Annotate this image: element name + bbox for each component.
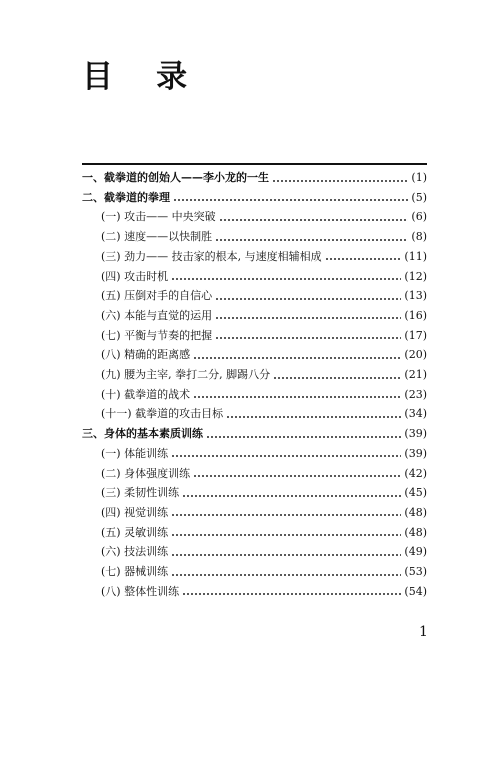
toc-entry-page: (42) [404, 466, 427, 480]
toc-entry-label: (一) 体能训练 [101, 446, 169, 460]
dot-leader [193, 396, 401, 398]
dot-leader [171, 554, 401, 556]
dot-leader [215, 317, 401, 319]
dot-leader [182, 593, 401, 595]
dot-leader [173, 199, 408, 201]
dot-leader [325, 258, 402, 260]
toc-chapter-entry [82, 168, 427, 187]
dot-leader [171, 534, 401, 536]
toc-section-entry [82, 247, 427, 266]
toc-entry-label: (二) 身体强度训练 [101, 466, 191, 480]
page-title: 目 录 [82, 59, 188, 95]
title-rule [82, 163, 427, 165]
dot-leader [171, 455, 401, 457]
toc-entry-label: (六) 技法训练 [101, 545, 169, 559]
toc-entry-page: (39) [404, 446, 427, 460]
dot-leader [219, 219, 409, 221]
toc-section-entry [82, 542, 427, 561]
dot-leader [273, 377, 401, 379]
dot-leader [272, 180, 408, 182]
toc-entry-label: (四) 视觉训练 [101, 505, 169, 519]
toc-entry-page: (20) [404, 348, 427, 362]
toc-section-entry [82, 365, 427, 384]
toc-section-entry [82, 267, 427, 286]
toc-entry-label: (三) 柔韧性训练 [101, 486, 180, 500]
toc-entry-page: (23) [404, 387, 427, 401]
dot-leader [226, 416, 401, 418]
dot-leader [193, 357, 401, 359]
toc-entry-page: (1) [411, 171, 427, 184]
dot-leader [193, 475, 401, 477]
toc-entry-page: (48) [404, 525, 427, 539]
toc-entry-page: (49) [404, 545, 427, 559]
dot-leader [215, 337, 401, 339]
toc-entry-page: (6) [411, 210, 427, 224]
toc-section-entry [82, 562, 427, 581]
toc-entry-label: (十) 截拳道的战术 [101, 387, 191, 401]
toc-section-entry [82, 286, 427, 305]
toc-entry-page: (34) [404, 407, 427, 421]
toc-entry-page: (17) [404, 328, 427, 342]
dot-leader [215, 298, 401, 300]
toc-section-entry [82, 582, 427, 601]
toc-entry-page: (11) [404, 249, 427, 263]
toc-entry-page: (53) [404, 565, 427, 578]
dot-leader [171, 278, 401, 280]
toc-entry-page: (12) [404, 269, 427, 283]
dot-leader [215, 239, 408, 241]
toc-chapter-entry [82, 424, 427, 443]
toc-section-entry [82, 306, 427, 325]
toc-entry-page: (45) [404, 486, 427, 500]
toc-entry-label: 一、截拳道的创始人——李小龙的一生 [82, 171, 269, 184]
toc-entry-label: (四) 攻击时机 [101, 269, 169, 283]
toc-entry-page: (21) [404, 368, 427, 381]
toc-section-entry [82, 345, 427, 364]
toc-section-entry [82, 444, 427, 463]
toc-entry-label: (五) 灵敏训练 [101, 525, 169, 539]
toc-entry-label: (一) 攻击—— 中央突破 [101, 210, 216, 224]
toc-chapter-entry [82, 188, 427, 207]
dot-leader [206, 436, 401, 438]
toc-entry-page: (48) [404, 505, 427, 519]
toc-section-entry [82, 385, 427, 404]
toc-entry-label: (六) 本能与直觉的运用 [101, 308, 213, 322]
toc-entry-page: (13) [404, 289, 427, 303]
toc-entry-page: (16) [404, 308, 427, 322]
dot-leader [182, 495, 401, 497]
dot-leader [171, 574, 401, 576]
toc-section-entry [82, 503, 427, 522]
page-number: 1 [419, 624, 428, 640]
toc-entry-page: (5) [411, 190, 427, 204]
toc-section-entry [82, 227, 427, 246]
toc-entry-label: (五) 压倒对手的自信心 [101, 289, 213, 303]
toc-section-entry [82, 483, 427, 502]
toc-entry-label: 三、身体的基本素质训练 [82, 427, 203, 441]
toc-section-entry [82, 404, 427, 423]
toc-section-entry [82, 207, 427, 226]
toc-entry-label: (三) 劲力—— 技击家的根本, 与速度相辅相成 [101, 249, 322, 263]
toc-entry-label: (七) 平衡与节奏的把握 [101, 328, 213, 342]
toc-entry-label: (十一) 截拳道的攻击目标 [101, 407, 224, 421]
toc-section-entry [82, 326, 427, 345]
toc-entry-page: (39) [404, 427, 427, 441]
toc-entry-page: (8) [411, 230, 427, 244]
toc-entry-label: (八) 精确的距离感 [101, 348, 191, 362]
toc-section-entry [82, 464, 427, 483]
toc-entry-label: (九) 腰为主宰, 拳打二分, 脚踢八分 [101, 368, 271, 381]
toc-section-entry [82, 523, 427, 542]
dot-leader [171, 514, 401, 516]
toc-entry-label: 二、截拳道的拳理 [82, 190, 170, 204]
toc-entry-label: (二) 速度——以快制胜 [101, 230, 213, 244]
toc-entry-page: (54) [404, 584, 427, 598]
toc-entry-label: (八) 整体性训练 [101, 584, 180, 598]
toc-entry-label: (七) 器械训练 [101, 565, 169, 578]
